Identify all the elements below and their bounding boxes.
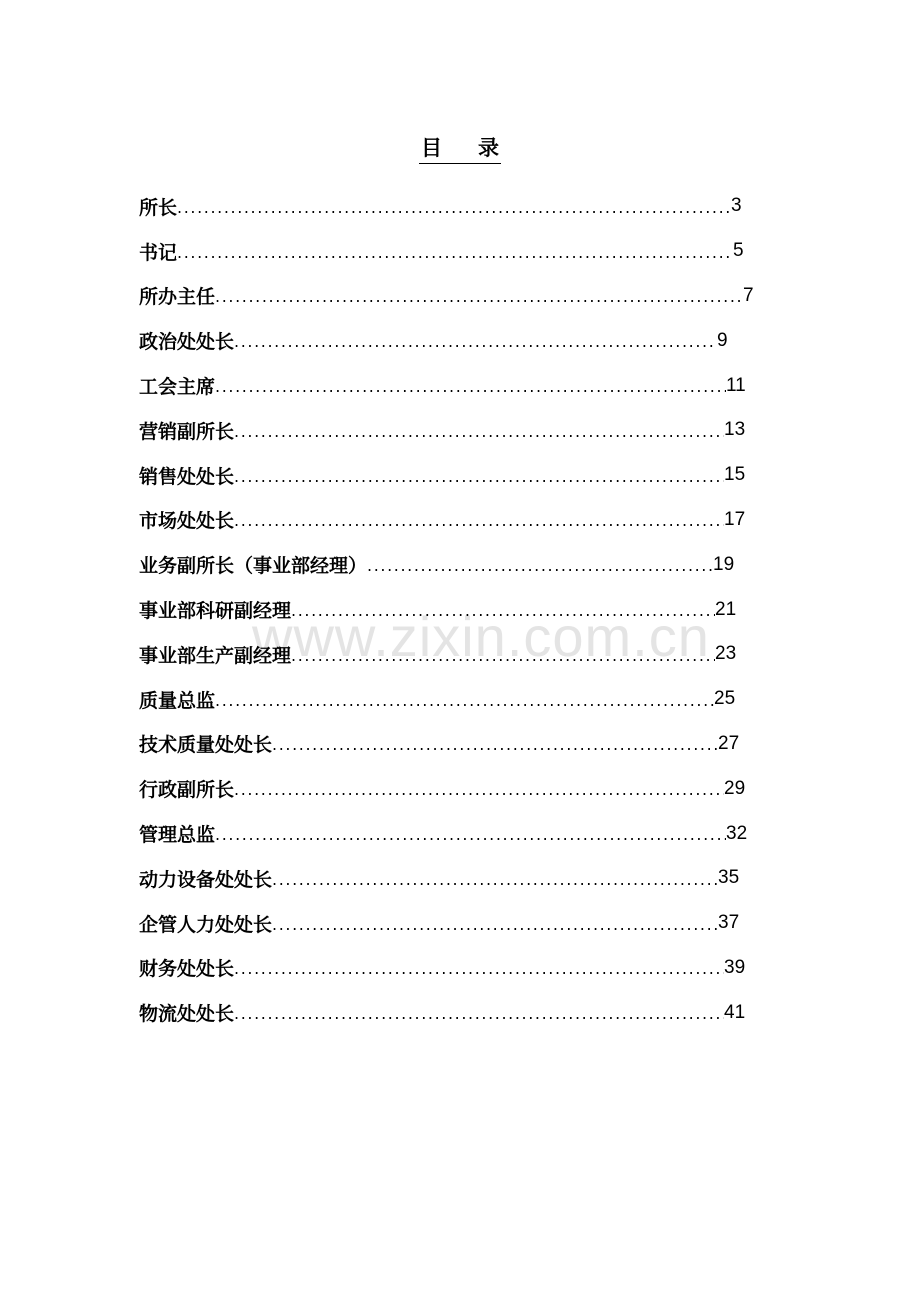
toc-entry-label: 所长: [139, 196, 178, 219]
toc-leader: [234, 332, 717, 351]
toc-entry-page: 25: [714, 688, 736, 710]
toc-entry-page: 19: [713, 553, 735, 575]
toc-entry-label: 动力设备处处长: [139, 868, 273, 891]
toc-entry-page: 37: [718, 912, 740, 934]
toc-entry-label: 市场处处长: [139, 510, 235, 533]
toc-entry-suoban-zhuren[interactable]: [139, 274, 779, 319]
toc-entry-label: 技术质量处处长: [139, 734, 273, 757]
toc-title: [0, 134, 920, 164]
toc-entry-label: 事业部生产副经理: [139, 644, 292, 667]
toc-entry-dongli-shebei-chuzhang[interactable]: [139, 856, 779, 901]
toc-leader: [234, 511, 724, 530]
toc-entry-page: 35: [718, 867, 740, 889]
toc-entry-label: 所办主任: [139, 286, 216, 309]
toc-entry-label: 营销副所长: [139, 420, 235, 443]
toc-leader: [272, 870, 718, 889]
toc-leader: [234, 959, 724, 978]
toc-entry-page: 32: [726, 822, 748, 844]
toc-entry-label: 质量总监: [139, 689, 216, 712]
toc-leader: [234, 422, 724, 441]
toc-entry-zhengzhi-chuzhang[interactable]: [139, 318, 779, 363]
toc-leader: [177, 243, 733, 262]
toc-entry-page: 9: [717, 329, 728, 351]
toc-entry-page: 15: [724, 464, 746, 486]
toc-entry-keyan-fujingli[interactable]: [139, 587, 779, 632]
toc-list: [139, 184, 779, 1035]
toc-entry-label: 事业部科研副经理: [139, 600, 292, 623]
toc-title-text: [419, 134, 501, 164]
toc-entry-label: 销售处处长: [139, 465, 235, 488]
toc-entry-page: 7: [743, 284, 754, 306]
toc-leader: [177, 198, 731, 217]
toc-entry-guanli-zongjian[interactable]: [139, 811, 779, 856]
toc-entry-label: 书记: [139, 241, 178, 264]
toc-entry-yingxiao-fusuozhang[interactable]: [139, 408, 779, 453]
toc-entry-page: 27: [718, 732, 740, 754]
toc-entry-label: 管理总监: [139, 824, 216, 847]
toc-entry-label: 财务处处长: [139, 958, 235, 981]
toc-leader: [215, 287, 743, 306]
toc-leader: [291, 646, 715, 665]
toc-entry-page: 21: [715, 598, 737, 620]
toc-title-left: 目: [421, 136, 442, 160]
toc-entry-page: 41: [724, 1001, 746, 1023]
toc-entry-page: 5: [733, 240, 744, 262]
toc-entry-gonghui-zhuxi[interactable]: [139, 363, 779, 408]
toc-entry-label: 工会主席: [139, 376, 216, 399]
toc-leader: [291, 601, 715, 620]
toc-entry-xingzheng-fusuozhang[interactable]: [139, 766, 779, 811]
toc-entry-wuliu-chuzhang[interactable]: [139, 990, 779, 1035]
toc-entry-caiwu-chuzhang[interactable]: [139, 946, 779, 991]
toc-leader: [367, 556, 713, 575]
toc-entry-page: 13: [724, 419, 746, 441]
toc-leader: [234, 467, 724, 486]
toc-entry-page: 29: [724, 777, 746, 799]
toc-entry-label: 企管人力处处长: [139, 913, 273, 936]
toc-title-right: 录: [478, 136, 499, 160]
toc-leader: [215, 377, 726, 396]
toc-entry-label: 政治处处长: [139, 331, 235, 354]
toc-leader: [272, 735, 718, 754]
toc-leader: [234, 1004, 724, 1023]
toc-entry-page: 3: [731, 195, 742, 217]
watermark: www.zixin.com.cn: [252, 605, 710, 668]
toc-leader: [234, 780, 724, 799]
toc-entry-page: 39: [724, 956, 746, 978]
toc-entry-page: 17: [724, 508, 746, 530]
toc-entry-shengchan-fujingli[interactable]: [139, 632, 779, 677]
toc-entry-qiguan-renli-chuzhang[interactable]: [139, 901, 779, 946]
toc-entry-shichang-chuzhang[interactable]: [139, 498, 779, 543]
toc-entry-label: 行政副所长: [139, 779, 235, 802]
toc-leader: [215, 825, 726, 844]
toc-leader: [215, 691, 714, 710]
toc-entry-zhiliang-zongjian[interactable]: [139, 677, 779, 722]
toc-entry-jishu-zhiliang-chuzhang[interactable]: [139, 722, 779, 767]
toc-entry-shuji[interactable]: [139, 229, 779, 274]
toc-entry-label: 物流处处长: [139, 1003, 235, 1026]
toc-entry-page: 23: [715, 643, 737, 665]
toc-leader: [272, 915, 718, 934]
toc-entry-yewu-fusuozhang[interactable]: [139, 542, 779, 587]
toc-entry-label: 业务副所长（事业部经理）: [139, 555, 368, 578]
toc-entry-xiaoshou-chuzhang[interactable]: [139, 453, 779, 498]
toc-entry-page: 11: [726, 374, 746, 396]
toc-entry-suozhang[interactable]: [139, 184, 761, 229]
